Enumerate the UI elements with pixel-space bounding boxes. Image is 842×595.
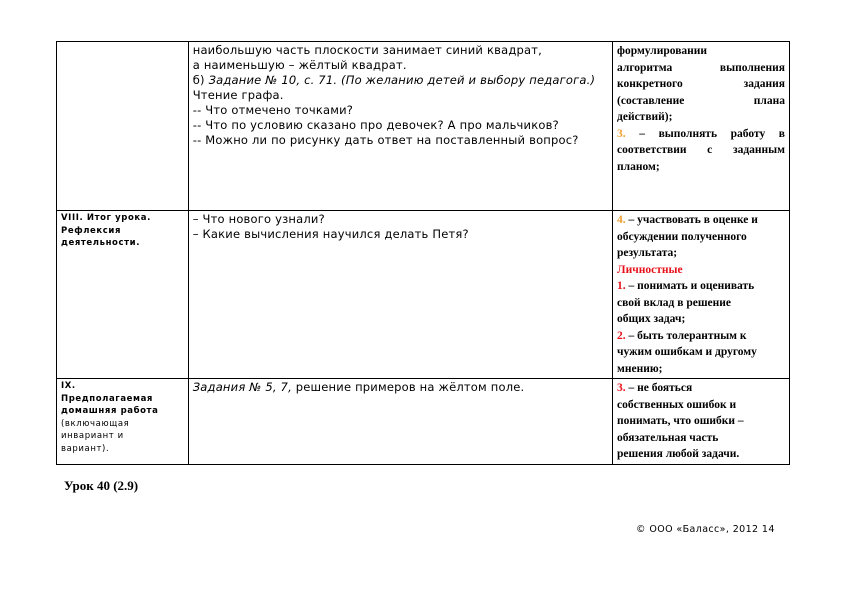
uud-line (617, 446, 785, 463)
uud-line (617, 76, 785, 93)
stage-cell (57, 379, 189, 465)
uud-line (617, 361, 785, 378)
stage-line: VIII. Итог урока. (61, 213, 151, 223)
stage-line: вариант). (61, 443, 110, 454)
task-line: -- Что по условию сказано про девочек? А про мальчиков? (192, 118, 559, 132)
uud-cell (613, 379, 790, 465)
uud-line (617, 295, 785, 312)
uud-cell (613, 42, 790, 211)
uud-line (617, 43, 785, 60)
stage-cell (57, 42, 189, 211)
uud-text: – быть толерантным к (625, 329, 747, 342)
uud-line (617, 93, 785, 110)
colored-marker: 2. (617, 329, 626, 342)
uud-text: планом; (617, 160, 660, 173)
uud-text: конкретного задания (617, 78, 785, 90)
table-row (57, 211, 790, 379)
stage-line: домашняя работа (61, 406, 159, 416)
colored-marker: 4. (617, 214, 626, 226)
task-line: – Что нового узнали? (192, 212, 325, 226)
uud-text: общих задач; (617, 313, 686, 325)
task-text: Задание № 10, с. 71. (По желанию детей и выбору педагога.) (208, 73, 596, 87)
uud-text: – не бояться (625, 382, 693, 394)
task-line: а наименьшую – жёлтый квадрат. (192, 58, 407, 72)
colored-marker: 1. (617, 280, 626, 292)
uud-line (617, 278, 785, 295)
task-line: Чтение графа. (192, 88, 284, 102)
stage-line: инвариант и (61, 431, 124, 441)
uud-text: соответствии с заданным (617, 144, 785, 156)
uud-text: (составление плана (617, 94, 785, 107)
uud-text: алгоритма выполнения (617, 61, 785, 74)
uud-text: понимать, что ошибки – (617, 415, 744, 427)
task-line (193, 73, 608, 88)
task-text: решение примеров на жёлтом поле. (291, 380, 525, 394)
uud-text: обязательная часть (617, 431, 719, 444)
task-cell (188, 379, 612, 465)
task-cell (188, 42, 612, 211)
task-text: б) (192, 73, 209, 87)
colored-marker: 3. (617, 382, 626, 394)
task-line: – Какие вычисления научился делать Петя? (192, 227, 469, 241)
uud-text: – выполнять работу в (625, 127, 785, 140)
task-cell (188, 211, 612, 379)
uud-cell (613, 211, 790, 379)
uud-text: свой вклад в решение (617, 296, 732, 309)
uud-text: обсуждении полученного (617, 230, 747, 243)
uud-line (617, 380, 785, 397)
uud-text: – понимать и оценивать (625, 280, 755, 292)
uud-line (617, 212, 785, 229)
table-row (57, 42, 790, 211)
stage-line: деятельности. (61, 238, 141, 248)
colored-marker: 3. (617, 127, 626, 140)
lesson-plan-table (56, 41, 790, 465)
uud-line (617, 109, 785, 126)
task-line: наибольшую часть плоскости занимает синий квадрат, (192, 43, 542, 57)
task-text: Задания № 5, 7, (192, 380, 292, 394)
uud-text: формулировании (617, 45, 708, 57)
task-line: -- Можно ли по рисунку дать ответ на поставленный вопрос? (192, 133, 579, 147)
stage-line: Предполагаемая (61, 393, 153, 404)
uud-line (617, 229, 785, 246)
stage-line: (включающая (61, 418, 130, 429)
uud-text: действий); (617, 111, 673, 123)
stage-cell (57, 211, 189, 379)
uud-text: собственных ошибок и (617, 398, 737, 411)
uud-line (617, 245, 785, 262)
stage-line: IX. (61, 381, 76, 391)
colored-marker: Личностные (617, 263, 683, 276)
uud-text: результата; (617, 247, 678, 259)
uud-line (617, 311, 785, 328)
uud-line (617, 430, 785, 447)
uud-line (617, 413, 785, 430)
uud-text: решения любой задачи. (617, 448, 740, 460)
uud-text: мнению; (617, 362, 663, 375)
uud-line (617, 60, 785, 77)
uud-line (617, 159, 785, 176)
uud-line (617, 142, 785, 159)
stage-line: Рефлексия (61, 225, 122, 236)
table-row (57, 379, 790, 465)
uud-line (617, 344, 785, 361)
uud-text: – участвовать в оценке и (625, 214, 758, 226)
uud-line (617, 397, 785, 414)
lesson-title: Урок 40 (2.9) (64, 478, 139, 493)
uud-text: чужим ошибкам и другому (617, 346, 757, 358)
copyright-footer: © ООО «Баласс», 2012 14 (636, 524, 775, 535)
uud-line (617, 126, 785, 143)
task-line: -- Что отмечено точками? (192, 103, 354, 117)
task-line (193, 380, 608, 395)
uud-line (617, 262, 785, 279)
uud-line (617, 328, 785, 345)
